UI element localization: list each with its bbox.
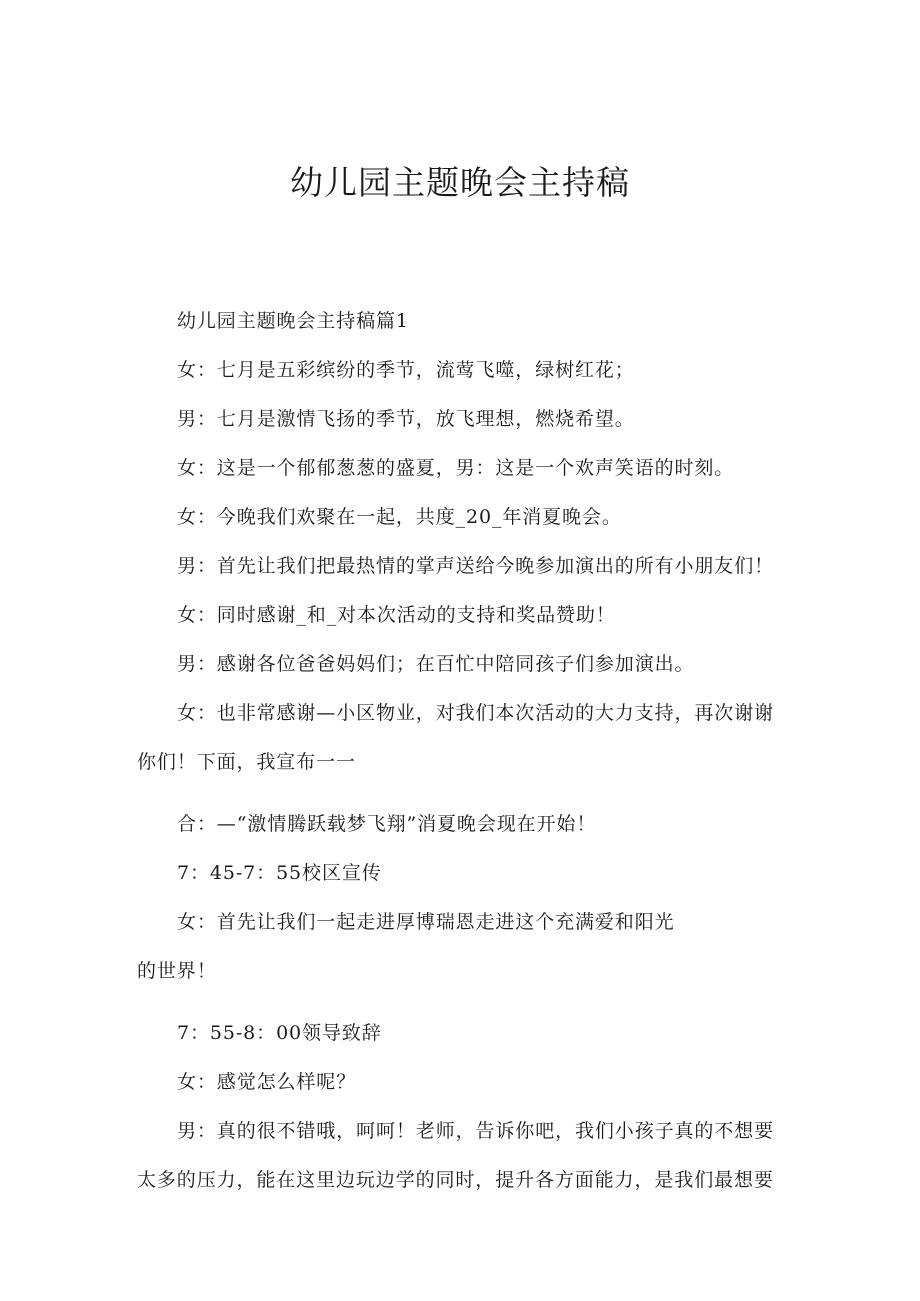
paragraph: 女：这是一个郁郁葱葱的盛夏，男：这是一个欢声笑语的时刻。 bbox=[177, 457, 735, 479]
paragraph-line: 女：首先让我们一起走进厚博瑞恩走进这个充满爱和阳光 bbox=[177, 911, 675, 933]
document-body bbox=[137, 309, 787, 1193]
paragraph: 男：真的很不错哦，呵呵！老师，告诉你吧，我们小孩子真的不想要太多的压力，能在这里边玩边学的同时，提升各方面能力，是我们最想要 bbox=[137, 1120, 775, 1191]
paragraph: 女：七月是五彩缤纷的季节，流莺飞噬，绿树红花； bbox=[177, 359, 635, 381]
document-title: 幼儿园主题晚会主持稿 bbox=[290, 163, 630, 202]
paragraph-continuation: 的世界！ bbox=[137, 960, 217, 982]
paragraph: 男：感谢各位爸爸妈妈们；在百忙中陪同孩子们参加演出。 bbox=[177, 653, 695, 675]
paragraph: 男：七月是激情飞扬的季节，放飞理想，燃烧希望。 bbox=[177, 408, 635, 430]
paragraph: 男：首先让我们把最热情的掌声送给今晚参加演出的所有小朋友们！ bbox=[177, 555, 775, 577]
paragraph: 女：今晚我们欢聚在一起，共度_20_年消夏晚会。 bbox=[177, 506, 622, 528]
paragraph: 女：感觉怎么样呢？ bbox=[177, 1071, 357, 1093]
section-heading: 幼儿园主题晚会主持稿篇1 bbox=[177, 310, 409, 332]
schedule-item: 7：45-7：55校区宣传 bbox=[177, 862, 382, 884]
paragraph bbox=[137, 898, 787, 996]
paragraph: 女：也非常感谢—小区物业，对我们本次活动的大力支持，再次谢谢你们！下面，我宣布一一 bbox=[137, 702, 775, 773]
paragraph: 女：同时感谢_和_对本次活动的支持和奖品赞助！ bbox=[177, 604, 616, 626]
schedule-item: 7：55-8：00领导致辞 bbox=[177, 1022, 382, 1044]
paragraph: 合：—“激情腾跃载梦飞翔”消夏晚会现在开始！ bbox=[177, 813, 597, 835]
